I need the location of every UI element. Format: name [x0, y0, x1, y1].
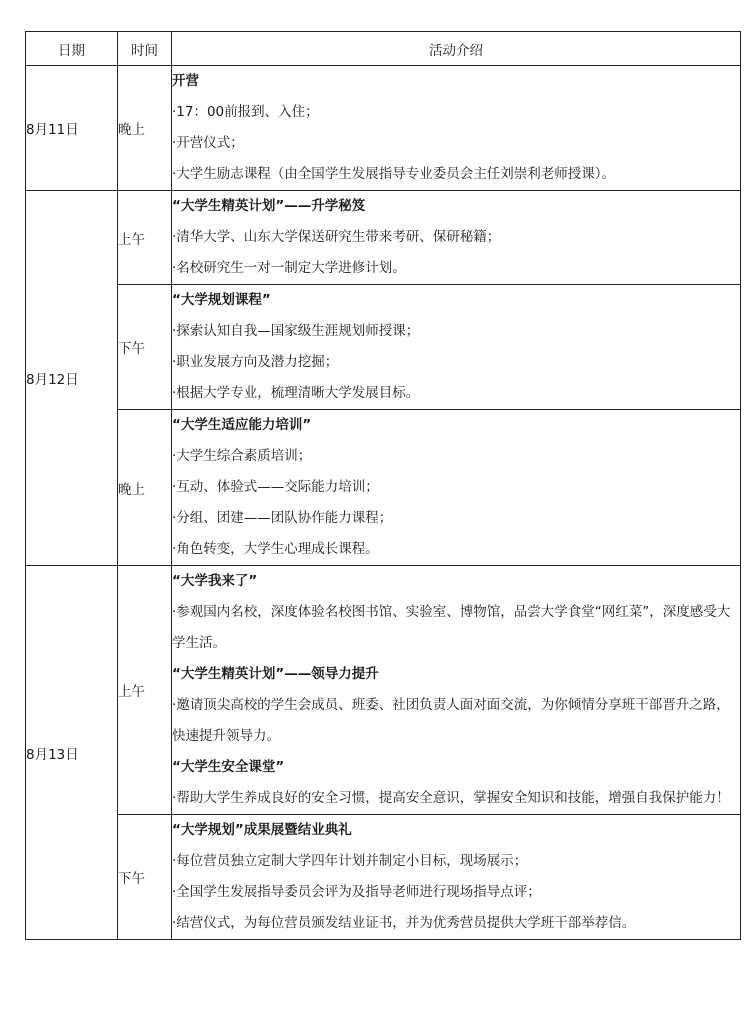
activity-item: ·开营仪式； — [172, 135, 244, 151]
activity-item: ·大学生综合素质培训； — [172, 448, 312, 464]
activity-cell — [172, 815, 741, 940]
time-cell: 下午 — [118, 285, 172, 410]
schedule-row — [26, 815, 741, 940]
activity-title: “大学生适应能力培训” — [172, 417, 312, 433]
schedule-page — [25, 31, 740, 940]
activity-item: ·探索认知自我—国家级生涯规划师授课； — [172, 323, 420, 339]
schedule-row — [26, 66, 741, 191]
date-cell: 8月11日 — [26, 66, 118, 191]
activity-title: “大学生精英计划”——领导力提升 — [172, 666, 379, 682]
time-cell: 下午 — [118, 815, 172, 940]
schedule-row — [26, 285, 741, 410]
schedule-row — [26, 566, 741, 815]
schedule-row — [26, 191, 741, 285]
activity-item: ·参观国内名校，深度体验名校图书馆、实验室、博物馆，品尝大学食堂“网红菜”，深度感受大学生活。 — [172, 604, 731, 651]
activity-title: “大学我来了” — [172, 573, 258, 589]
time-cell: 上午 — [118, 566, 172, 815]
activity-item: ·根据大学专业，梳理清晰大学发展目标。 — [172, 385, 420, 401]
header-date: 日期 — [26, 32, 118, 66]
header-row — [26, 32, 741, 66]
activity-item: ·角色转变，大学生心理成长课程。 — [172, 541, 379, 557]
activity-title: “大学生安全课堂” — [172, 759, 285, 775]
activity-item: ·全国学生发展指导委员会评为及指导老师进行现场指导点评； — [172, 884, 541, 900]
activity-cell — [172, 66, 741, 191]
header-time: 时间 — [118, 32, 172, 66]
schedule-row — [26, 410, 741, 566]
activity-item: ·17：00前报到、入住； — [172, 104, 319, 120]
date-cell: 8月13日 — [26, 566, 118, 940]
activity-cell — [172, 566, 741, 815]
activity-item: ·帮助大学生养成良好的安全习惯，提高安全意识，掌握安全知识和技能，增强自我保护能力！ — [172, 790, 730, 806]
activity-item: ·职业发展方向及潜力挖掘； — [172, 354, 339, 370]
activity-title: “大学生精英计划”——升学秘笈 — [172, 198, 366, 214]
activity-cell — [172, 285, 741, 410]
activity-item: ·名校研究生一对一制定大学进修计划。 — [172, 260, 406, 276]
time-cell: 晚上 — [118, 410, 172, 566]
schedule-table — [25, 31, 741, 940]
activity-item: ·清华大学、山东大学保送研究生带来考研、保研秘籍； — [172, 229, 501, 245]
time-cell: 晚上 — [118, 66, 172, 191]
header-activity: 活动介绍 — [172, 32, 741, 66]
activity-item: ·每位营员独立定制大学四年计划并制定小目标，现场展示； — [172, 853, 528, 869]
schedule-body — [26, 66, 741, 940]
activity-item: ·大学生励志课程（由全国学生发展指导专业委员会主任刘崇利老师授课）。 — [172, 166, 616, 182]
activity-title: “大学规划课程” — [172, 292, 271, 308]
date-cell: 8月12日 — [26, 191, 118, 566]
activity-item: ·结营仪式，为每位营员颁发结业证书，并为优秀营员提供大学班干部举荐信。 — [172, 915, 636, 931]
time-cell: 上午 — [118, 191, 172, 285]
activity-item: ·互动、体验式——交际能力培训； — [172, 479, 379, 495]
activity-title: “大学规划”成果展暨结业典礼 — [172, 822, 352, 838]
activity-item: ·分组、团建——团队协作能力课程； — [172, 510, 393, 526]
activity-item: ·邀请顶尖高校的学生会成员、班委、社团负责人面对面交流，为你倾情分享班干部晋升之路，快速提升领导力。 — [172, 697, 730, 744]
activity-title: 开营 — [172, 73, 199, 89]
activity-cell — [172, 191, 741, 285]
activity-cell — [172, 410, 741, 566]
